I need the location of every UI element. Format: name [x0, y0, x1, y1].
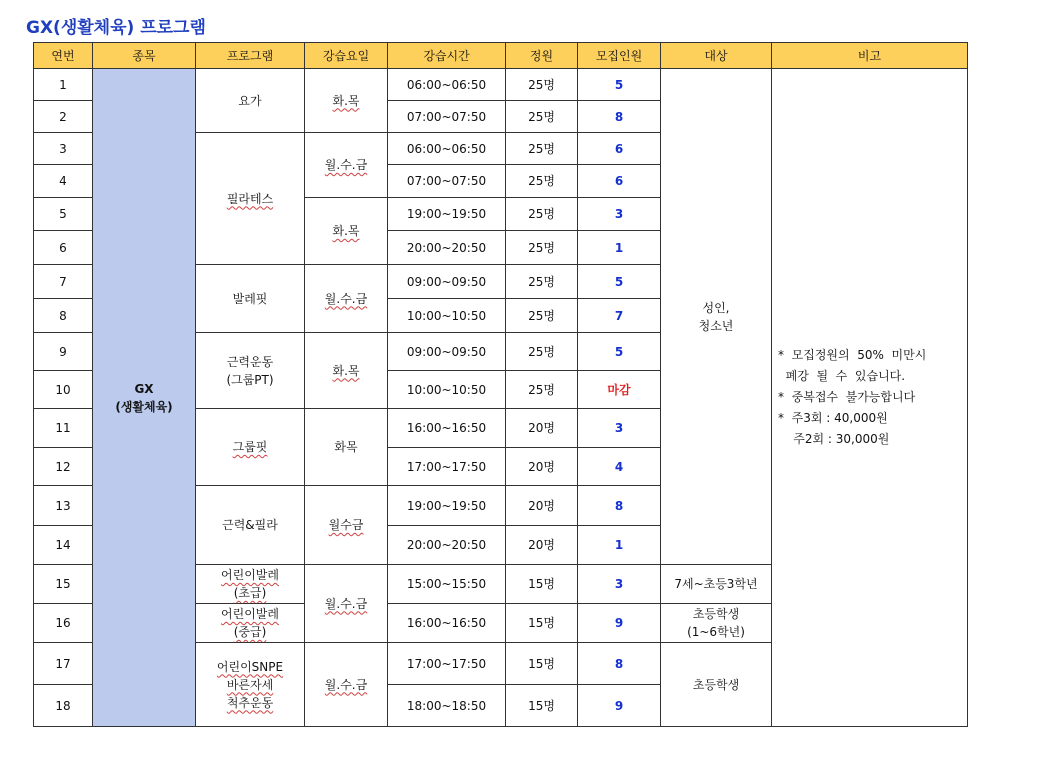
- days-text: 월.수.금: [324, 677, 368, 692]
- header-time: 강습시간: [388, 43, 506, 69]
- target-elementary: 초등학생: [661, 643, 772, 727]
- row-enrollment: 1: [578, 526, 661, 565]
- row-capacity: 20명: [506, 448, 578, 486]
- header-program: 프로그램: [196, 43, 305, 69]
- row-capacity: 20명: [506, 409, 578, 448]
- row-enrollment-closed: 마감: [578, 371, 661, 409]
- row-time: 18:00~18:50: [388, 685, 506, 727]
- row-time: 20:00~20:50: [388, 526, 506, 565]
- row-no: 18: [34, 685, 93, 727]
- row-enrollment: 8: [578, 101, 661, 133]
- row-capacity: 25명: [506, 231, 578, 265]
- header-remarks: 비고: [772, 43, 968, 69]
- row-enrollment: 7: [578, 299, 661, 333]
- row-no: 12: [34, 448, 93, 486]
- days-groupfit: 화목: [305, 409, 388, 486]
- days-text: 월수금: [328, 518, 364, 532]
- note-line: 폐강 될 수 있습니다.: [778, 369, 906, 383]
- days-pilates-b: [305, 198, 388, 265]
- row-capacity: 25명: [506, 133, 578, 165]
- row-capacity: 15명: [506, 643, 578, 685]
- row-no: 5: [34, 198, 93, 231]
- row-enrollment: 5: [578, 265, 661, 299]
- row-capacity: 25명: [506, 299, 578, 333]
- program-balletfit: 발레핏: [196, 265, 305, 333]
- row-time: 19:00~19:50: [388, 486, 506, 526]
- row-no: 14: [34, 526, 93, 565]
- header-no: 연번: [34, 43, 93, 69]
- row-time: 06:00~06:50: [388, 133, 506, 165]
- program-groupfit: [196, 409, 305, 486]
- program-table: [33, 42, 968, 727]
- row-no: 15: [34, 565, 93, 604]
- row-capacity: 25명: [506, 101, 578, 133]
- row-time: 09:00~09:50: [388, 333, 506, 371]
- header-enrollment: 모집인원: [578, 43, 661, 69]
- row-capacity: 25명: [506, 265, 578, 299]
- days-text: 화.목: [332, 224, 360, 238]
- row-no: 10: [34, 371, 93, 409]
- row-enrollment: 3: [578, 565, 661, 604]
- row-capacity: 25명: [506, 198, 578, 231]
- row-capacity: 15명: [506, 565, 578, 604]
- row-no: 8: [34, 299, 93, 333]
- days-text: 화.목: [332, 93, 360, 108]
- row-no: 3: [34, 133, 93, 165]
- days-kids-ballet: [305, 565, 388, 643]
- table-row: [34, 69, 968, 101]
- row-no: 16: [34, 604, 93, 643]
- row-enrollment: 5: [578, 69, 661, 101]
- header-days: 강습요일: [305, 43, 388, 69]
- row-enrollment: 5: [578, 333, 661, 371]
- row-time: 16:00~16:50: [388, 604, 506, 643]
- row-no: 13: [34, 486, 93, 526]
- program-strength-pilates: 근력&필라: [196, 486, 305, 565]
- row-enrollment: 3: [578, 409, 661, 448]
- row-enrollment: 6: [578, 165, 661, 198]
- row-no: 1: [34, 69, 93, 101]
- row-capacity: 25명: [506, 371, 578, 409]
- row-time: 10:00~10:50: [388, 299, 506, 333]
- row-enrollment: 8: [578, 643, 661, 685]
- row-capacity: 15명: [506, 685, 578, 727]
- row-capacity: 15명: [506, 604, 578, 643]
- row-no: 2: [34, 101, 93, 133]
- row-capacity: 20명: [506, 526, 578, 565]
- row-capacity: 20명: [506, 486, 578, 526]
- note-line: * 중복접수 불가능합니다: [778, 390, 916, 404]
- row-time: 19:00~19:50: [388, 198, 506, 231]
- row-time: 15:00~15:50: [388, 565, 506, 604]
- note-line: 주2회 : 30,000원: [778, 432, 890, 446]
- category-cell: GX (생활체육): [93, 69, 196, 727]
- days-strength: [305, 333, 388, 409]
- days-kids-snpe: [305, 643, 388, 727]
- days-pilates-a: [305, 133, 388, 198]
- row-enrollment: 8: [578, 486, 661, 526]
- program-pilates: [196, 133, 305, 265]
- target-age7-grade3: 7세~초등3학년: [661, 565, 772, 604]
- row-no: 4: [34, 165, 93, 198]
- note-line: * 모집정원의 50% 미만시: [778, 348, 927, 362]
- header-target: 대상: [661, 43, 772, 69]
- row-no: 7: [34, 265, 93, 299]
- row-time: 16:00~16:50: [388, 409, 506, 448]
- row-time: 20:00~20:50: [388, 231, 506, 265]
- row-no: 6: [34, 231, 93, 265]
- days-strength-pilates: [305, 486, 388, 565]
- days-text: 월.수.금: [324, 158, 368, 172]
- row-enrollment: 3: [578, 198, 661, 231]
- document-title: GX(생활체육) 프로그램: [26, 18, 206, 38]
- row-enrollment: 1: [578, 231, 661, 265]
- program-kids-ballet-beginner: [196, 565, 305, 604]
- row-enrollment: 6: [578, 133, 661, 165]
- program-strength: 근력운동 (그룹PT): [196, 333, 305, 409]
- row-capacity: 25명: [506, 165, 578, 198]
- row-capacity: 25명: [506, 333, 578, 371]
- days-balletfit: [305, 265, 388, 333]
- header-capacity: 정원: [506, 43, 578, 69]
- program-text: 어린이SNPE 바른자세 척추운동: [216, 659, 284, 710]
- days-yoga: [305, 69, 388, 133]
- row-no: 17: [34, 643, 93, 685]
- note-line: * 주3회 : 40,000원: [778, 411, 888, 425]
- days-text: 월.수.금: [324, 291, 368, 306]
- target-elementary-1-6: 초등학생 (1~6학년): [661, 604, 772, 643]
- row-capacity: 25명: [506, 69, 578, 101]
- row-time: 09:00~09:50: [388, 265, 506, 299]
- row-time: 06:00~06:50: [388, 69, 506, 101]
- program-kids-snpe: [196, 643, 305, 727]
- row-time: 10:00~10:50: [388, 371, 506, 409]
- program-text: 어린이발레 (초급): [221, 568, 279, 600]
- program-text: 필라테스: [226, 191, 274, 206]
- days-text: 화.목: [332, 363, 360, 378]
- row-enrollment: 9: [578, 685, 661, 727]
- days-text: 월.수.금: [324, 596, 368, 611]
- program-yoga: 요가: [196, 69, 305, 133]
- program-text: 그룹핏: [232, 440, 268, 454]
- row-enrollment: 4: [578, 448, 661, 486]
- table-header-row: [34, 43, 968, 69]
- target-adult-youth: 성인, 청소년: [661, 69, 772, 565]
- row-no: 9: [34, 333, 93, 371]
- remarks-cell: [772, 69, 968, 727]
- row-time: 17:00~17:50: [388, 448, 506, 486]
- header-category: 종목: [93, 43, 196, 69]
- row-no: 11: [34, 409, 93, 448]
- row-time: 17:00~17:50: [388, 643, 506, 685]
- program-text: 어린이발레 (중급): [221, 607, 279, 639]
- row-time: 07:00~07:50: [388, 101, 506, 133]
- row-enrollment: 9: [578, 604, 661, 643]
- program-kids-ballet-intermediate: [196, 604, 305, 643]
- row-time: 07:00~07:50: [388, 165, 506, 198]
